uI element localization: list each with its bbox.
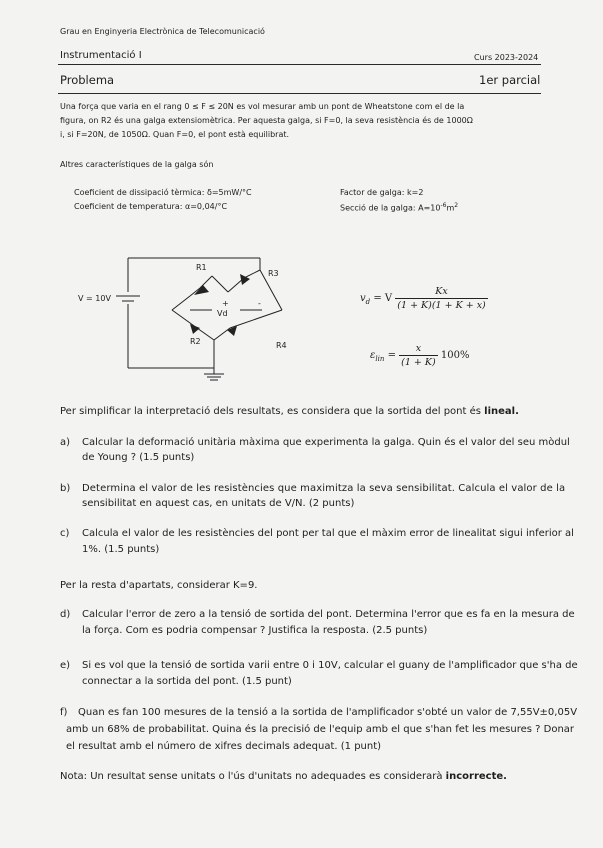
question-c-letter: c) bbox=[60, 528, 70, 539]
header-rule bbox=[58, 64, 541, 65]
degree-title: Grau en Enginyeria Electrònica de Telecomunicació bbox=[60, 27, 265, 36]
exam-title: 1er parcial bbox=[479, 73, 541, 87]
section-rule bbox=[58, 93, 541, 94]
question-a-line-2: de Young ? (1.5 punts) bbox=[82, 452, 195, 463]
question-c-line-2: 1%. (1.5 punts) bbox=[82, 544, 160, 555]
question-b-line-1: Determina el valor de les resistències que maximitza la seva sensibilitat. Calcula el valor de la bbox=[82, 483, 566, 494]
question-e-line-1: Si es vol que la tensió de sortida varii entre 0 i 10V, calcular el guany de l'amplificador que s'ha de bbox=[82, 660, 578, 671]
gauge-section-exponent: -6 bbox=[440, 202, 447, 209]
question-a-line-1: Calcular la deformació unitària màxima que experimenta la galga. Quin és el valor del seu mòdul bbox=[82, 437, 570, 448]
course-year: Curs 2023-2024 bbox=[474, 53, 539, 62]
r1-label: R1 bbox=[196, 263, 207, 272]
linearity-formula-eq: = bbox=[387, 350, 396, 361]
question-e-letter: e) bbox=[60, 660, 71, 671]
vd-formula-denominator: (1 + K)(1 + K + x) bbox=[397, 300, 486, 311]
intro-line-3: i, si F=20N, de 1050Ω. Quan F=0, el pont està equilibrat. bbox=[60, 130, 290, 139]
question-f-letter: f) bbox=[60, 707, 68, 718]
linearity-formula-lhs: ε bbox=[370, 350, 376, 361]
vd-formula-lhs: v bbox=[360, 293, 366, 304]
vd-label: Vd bbox=[217, 309, 228, 318]
linearity-formula-percent: 100% bbox=[440, 350, 470, 361]
simplify-note-bold: lineal. bbox=[484, 406, 519, 417]
source-voltage-label: V = 10V bbox=[78, 294, 111, 303]
question-b-letter: b) bbox=[60, 483, 71, 494]
course-title: Instrumentació I bbox=[60, 50, 142, 61]
linearity-formula-sub: lin bbox=[375, 355, 385, 363]
r2-label: R2 bbox=[190, 337, 201, 346]
simplify-note bbox=[60, 406, 519, 417]
final-note-bold: incorrecte. bbox=[445, 771, 507, 782]
question-d-line-2: la força. Com es podria compensar ? Justifica la resposta. (2.5 punts) bbox=[82, 625, 428, 636]
temperature-coefficient: Coeficient de temperatura: α=0,04/°C bbox=[74, 202, 228, 211]
r3-label: R3 bbox=[268, 269, 279, 278]
question-d-line-1: Calcular l'error de zero a la tensió de sortida del pont. Determina l'error que es fa en la mesura de bbox=[82, 609, 575, 620]
question-d-letter: d) bbox=[60, 609, 71, 620]
question-f-line-2: amb un 68% de probabilitat. Quina és la precisió de l'equip amb el que s'han fet les mesures ? Donar bbox=[66, 724, 575, 735]
r4-label: R4 bbox=[276, 341, 287, 350]
vd-minus: - bbox=[258, 299, 261, 308]
linearity-formula-numerator: x bbox=[399, 343, 438, 356]
gauge-factor: Factor de galga: k=2 bbox=[340, 188, 424, 197]
linearity-formula bbox=[370, 343, 469, 368]
intro-line-2: figura, on R2 és una galga extensiomètrica. Per aquesta galga, si F=0, la seva resistència és de 1000Ω bbox=[60, 116, 473, 125]
linearity-formula-denominator: (1 + K) bbox=[401, 357, 436, 368]
gauge-section-unit: m bbox=[446, 203, 455, 213]
rest-note: Per la resta d'apartats, considerar K=9. bbox=[60, 580, 258, 591]
vd-formula-fraction bbox=[395, 286, 487, 311]
question-a-letter: a) bbox=[60, 437, 71, 448]
section-title: Problema bbox=[60, 73, 115, 87]
question-c-line-1: Calcula el valor de les resistències del pont per tal que el màxim error de linealitat sigui inferior al bbox=[82, 528, 574, 539]
final-note bbox=[60, 771, 507, 782]
linearity-formula-fraction bbox=[399, 343, 438, 368]
vd-formula bbox=[360, 286, 488, 311]
intro-line-1: Una força que varia en el rang 0 ≤ F ≤ 20N es vol mesurar amb un pont de Wheatstone com el de la bbox=[60, 102, 465, 111]
question-b-line-2: sensibilitat en aquest cas, en unitats de V/N. (2 punts) bbox=[82, 498, 355, 509]
characteristics-title: Altres característiques de la galga són bbox=[60, 160, 214, 169]
final-note-text: Nota: Un resultat sense unitats o l'ús d'unitats no adequades es considerarà bbox=[60, 771, 446, 782]
wheatstone-bridge-diagram bbox=[72, 248, 312, 388]
vd-formula-eq: = V bbox=[373, 293, 393, 304]
gauge-section bbox=[340, 202, 458, 213]
simplify-note-text: Per simplificar la interpretació dels resultats, es considera que la sortida del pont és bbox=[60, 406, 485, 417]
vd-formula-numerator: Kx bbox=[395, 286, 487, 299]
question-f-line-1: Quan es fan 100 mesures de la tensió a la sortida de l'amplificador s'obté un valor de 7,55V±0,05V bbox=[78, 707, 578, 718]
vd-plus: + bbox=[222, 299, 229, 308]
gauge-section-unit-exponent: 2 bbox=[454, 202, 459, 209]
question-e-line-2: connectar a la sortida del pont. (1.5 punt) bbox=[82, 676, 292, 687]
dissipation-coefficient: Coeficient de dissipació tèrmica: δ=5mW/°C bbox=[74, 188, 252, 197]
vd-formula-sub: d bbox=[365, 298, 371, 306]
question-f-line-3: el resultat amb el número de xifres decimals adequat. (1 punt) bbox=[66, 741, 382, 752]
gauge-section-label: Secció de la galga: A=10 bbox=[340, 203, 441, 213]
